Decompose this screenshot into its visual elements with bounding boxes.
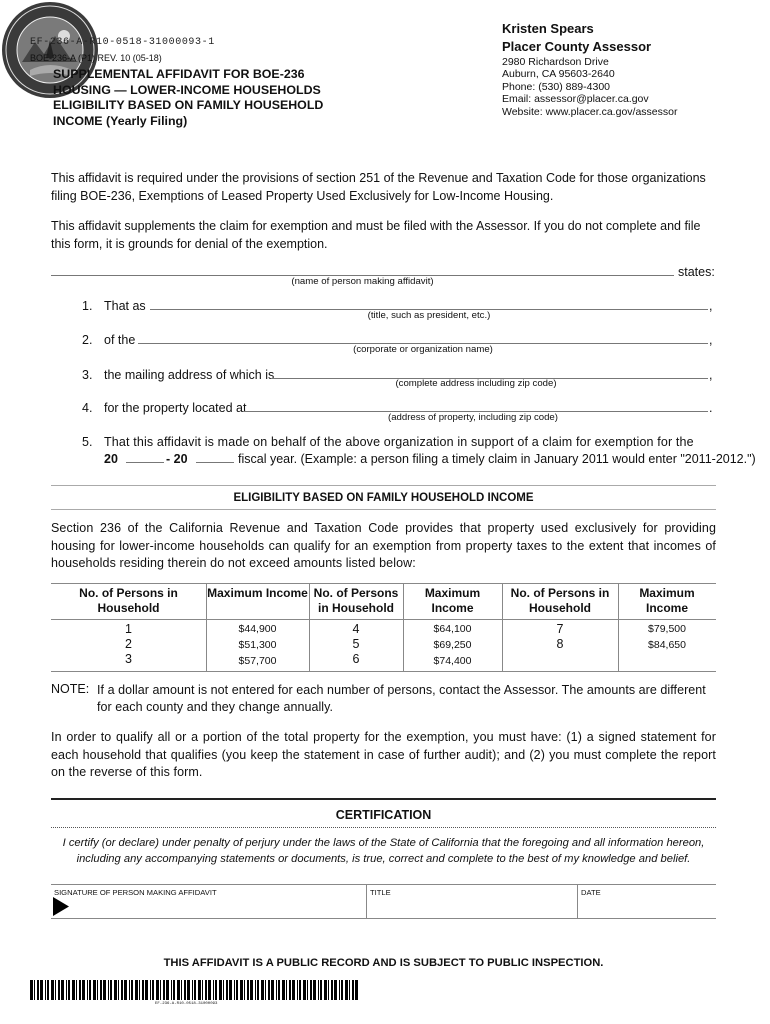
item-4-number: 4. <box>82 401 93 415</box>
divider <box>51 509 716 510</box>
certification-heading: CERTIFICATION <box>335 808 432 822</box>
item-3-label: the mailing address of which is <box>104 368 275 382</box>
persons-cell: 1 <box>125 622 132 636</box>
income-cell: $84,650 <box>648 639 686 651</box>
persons-header: No. of Persons in Household <box>313 586 399 615</box>
assessor-phone: Phone: (530) 889-4300 <box>502 80 610 93</box>
assessor-title: Placer County Assessor <box>502 39 652 54</box>
income-column-2 <box>403 584 502 671</box>
income-cell: $74,400 <box>433 655 472 667</box>
income-header: Maximum Income <box>207 586 308 600</box>
states-label: states: <box>678 265 715 279</box>
fiscal-year-prefix-2: - 20 <box>166 452 188 466</box>
item-1-number: 1. <box>82 299 93 313</box>
form-title: SUPPLEMENTAL AFFIDAVIT FOR BOE-236 HOUSING — LOWER-INCOME HOUSEHOLDS ELIGIBILITY BASED ON FAMILY HOUSEHOLD INCOME (Yearly Filing) <box>53 67 324 128</box>
date-field[interactable] <box>581 897 711 918</box>
income-cell: $69,250 <box>433 639 472 651</box>
signature-field[interactable] <box>73 897 363 918</box>
assessor-info <box>502 20 762 118</box>
barcode-caption: EF-236-A-R10-0518-31000093 <box>155 1002 218 1006</box>
item-2-end: , <box>709 333 713 347</box>
form-code: EF-236-A-R10-0518-31000093-1 <box>30 37 215 48</box>
income-header: Maximum Income <box>424 586 481 615</box>
public-record-notice: THIS AFFIDAVIT IS A PUBLIC RECORD AND IS SUBJECT TO PUBLIC INSPECTION. <box>163 957 604 969</box>
income-cell: $64,100 <box>433 623 472 635</box>
persons-cell: 6 <box>352 652 360 666</box>
item-2-label: of the <box>104 333 136 347</box>
note-text: If a dollar amount is not entered for each number of persons, contact the Assessor. The amounts are different for each county and they change annually. <box>97 683 706 714</box>
item-1-label: That as <box>104 299 146 313</box>
assessor-website: Website: www.placer.ca.gov/assessor <box>502 105 678 118</box>
persons-column-3 <box>502 584 618 671</box>
persons-cell: 8 <box>556 637 564 651</box>
item-1-caption: (title, such as president, etc.) <box>367 310 491 321</box>
persons-cell: 4 <box>352 622 360 636</box>
title-label: TITLE <box>370 888 391 897</box>
persons-cell: 2 <box>125 637 132 651</box>
income-header: Maximum Income <box>639 586 695 615</box>
date-label: DATE <box>581 888 601 897</box>
persons-column-2 <box>309 584 403 671</box>
item-2-number: 2. <box>82 333 93 347</box>
fiscal-year-start-field[interactable] <box>126 462 164 463</box>
intro-paragraph-2: This affidavit supplements the claim for exemption and must be filed with the Assessor. If you do not complete and file this form, it is grounds for denial of the exemption. <box>51 219 701 251</box>
income-column-3 <box>618 584 716 671</box>
persons-cell: 7 <box>556 622 564 636</box>
note-label: NOTE: <box>51 682 90 696</box>
signature-row <box>51 884 716 919</box>
persons-cell: 5 <box>352 637 360 651</box>
divider <box>51 798 716 800</box>
income-cell: $57,700 <box>238 655 277 667</box>
assessor-name: Kristen Spears <box>502 21 594 36</box>
income-cell: $79,500 <box>648 623 686 635</box>
item-5-number: 5. <box>82 435 93 449</box>
item-1-end: , <box>709 299 713 313</box>
divider <box>51 827 716 828</box>
fiscal-year-end-field[interactable] <box>196 462 234 463</box>
persons-column-1 <box>51 584 206 671</box>
income-limits-table <box>51 583 716 672</box>
persons-header: No. of Persons in Household <box>510 586 610 615</box>
signer-title-field[interactable] <box>370 897 575 918</box>
eligibility-text: Section 236 of the California Revenue and Taxation Code provides that property used exclusively for providing housing for lower-income households can qualify for an exemption from property taxes to the extent that incomes of households residing therein do not exceed amounts listed below: <box>51 521 716 570</box>
item-3-number: 3. <box>82 368 93 382</box>
intro-paragraph-1: This affidavit is required under the provisions of section 251 of the Revenue and Taxation Code for those organizations filing BOE-236, Exemptions of Leased Property Used Exclusively for Low-Income Housing. <box>51 171 706 203</box>
item-4-label: for the property located at <box>104 401 247 415</box>
affiant-name-caption: (name of person making affidavit) <box>291 276 434 287</box>
sign-here-arrow-icon <box>53 897 69 916</box>
assessor-city: Auburn, CA 95603-2640 <box>502 68 615 81</box>
item-5-text: That this affidavit is made on behalf of the above organization in support of a claim for exemption for the <box>104 435 694 449</box>
persons-cell: 3 <box>125 652 132 666</box>
barcode-icon <box>30 980 362 1000</box>
field-divider <box>366 885 367 918</box>
item-4-end: . <box>709 401 713 415</box>
fiscal-year-prefix-1: 20 <box>104 452 118 466</box>
assessor-email: Email: assessor@placer.ca.gov <box>502 93 649 106</box>
divider <box>51 485 716 486</box>
certification-text: I certify (or declare) under penalty of perjury under the laws of the State of California that the foregoing and all information hereon, including any accompanying statements or documents, is true, correct and complete to the best of my knowledge and belief. <box>62 837 705 865</box>
item-3-end: , <box>709 368 713 382</box>
assessor-address: 2980 Richardson Drive <box>502 56 609 68</box>
form-revision: BOE-236-A (P1) REV. 10 (05-18) <box>30 53 162 63</box>
field-divider <box>577 885 578 918</box>
persons-header: No. of Persons in Household <box>79 586 178 615</box>
signature-label: SIGNATURE OF PERSON MAKING AFFIDAVIT <box>54 888 217 897</box>
income-column-1 <box>206 584 309 671</box>
qualify-text: In order to qualify all or a portion of the total property for the exemption, you must have: (1) a signed statement for each household that qualifies (you keep the statement in case of further audit); and (2) you must complete the report on the reverse of this form. <box>51 730 716 779</box>
income-cell: $44,900 <box>238 623 277 635</box>
item-4-caption: (address of property, including zip code) <box>388 412 558 423</box>
item-2-caption: (corporate or organization name) <box>353 344 493 355</box>
income-cell: $51,300 <box>238 639 277 651</box>
eligibility-heading: ELIGIBILITY BASED ON FAMILY HOUSEHOLD INCOME <box>233 492 534 504</box>
item-5-suffix: fiscal year. (Example: a person filing a timely claim in January 2011 would enter "2011-2012.") <box>238 452 756 466</box>
item-3-caption: (complete address including zip code) <box>395 378 557 389</box>
